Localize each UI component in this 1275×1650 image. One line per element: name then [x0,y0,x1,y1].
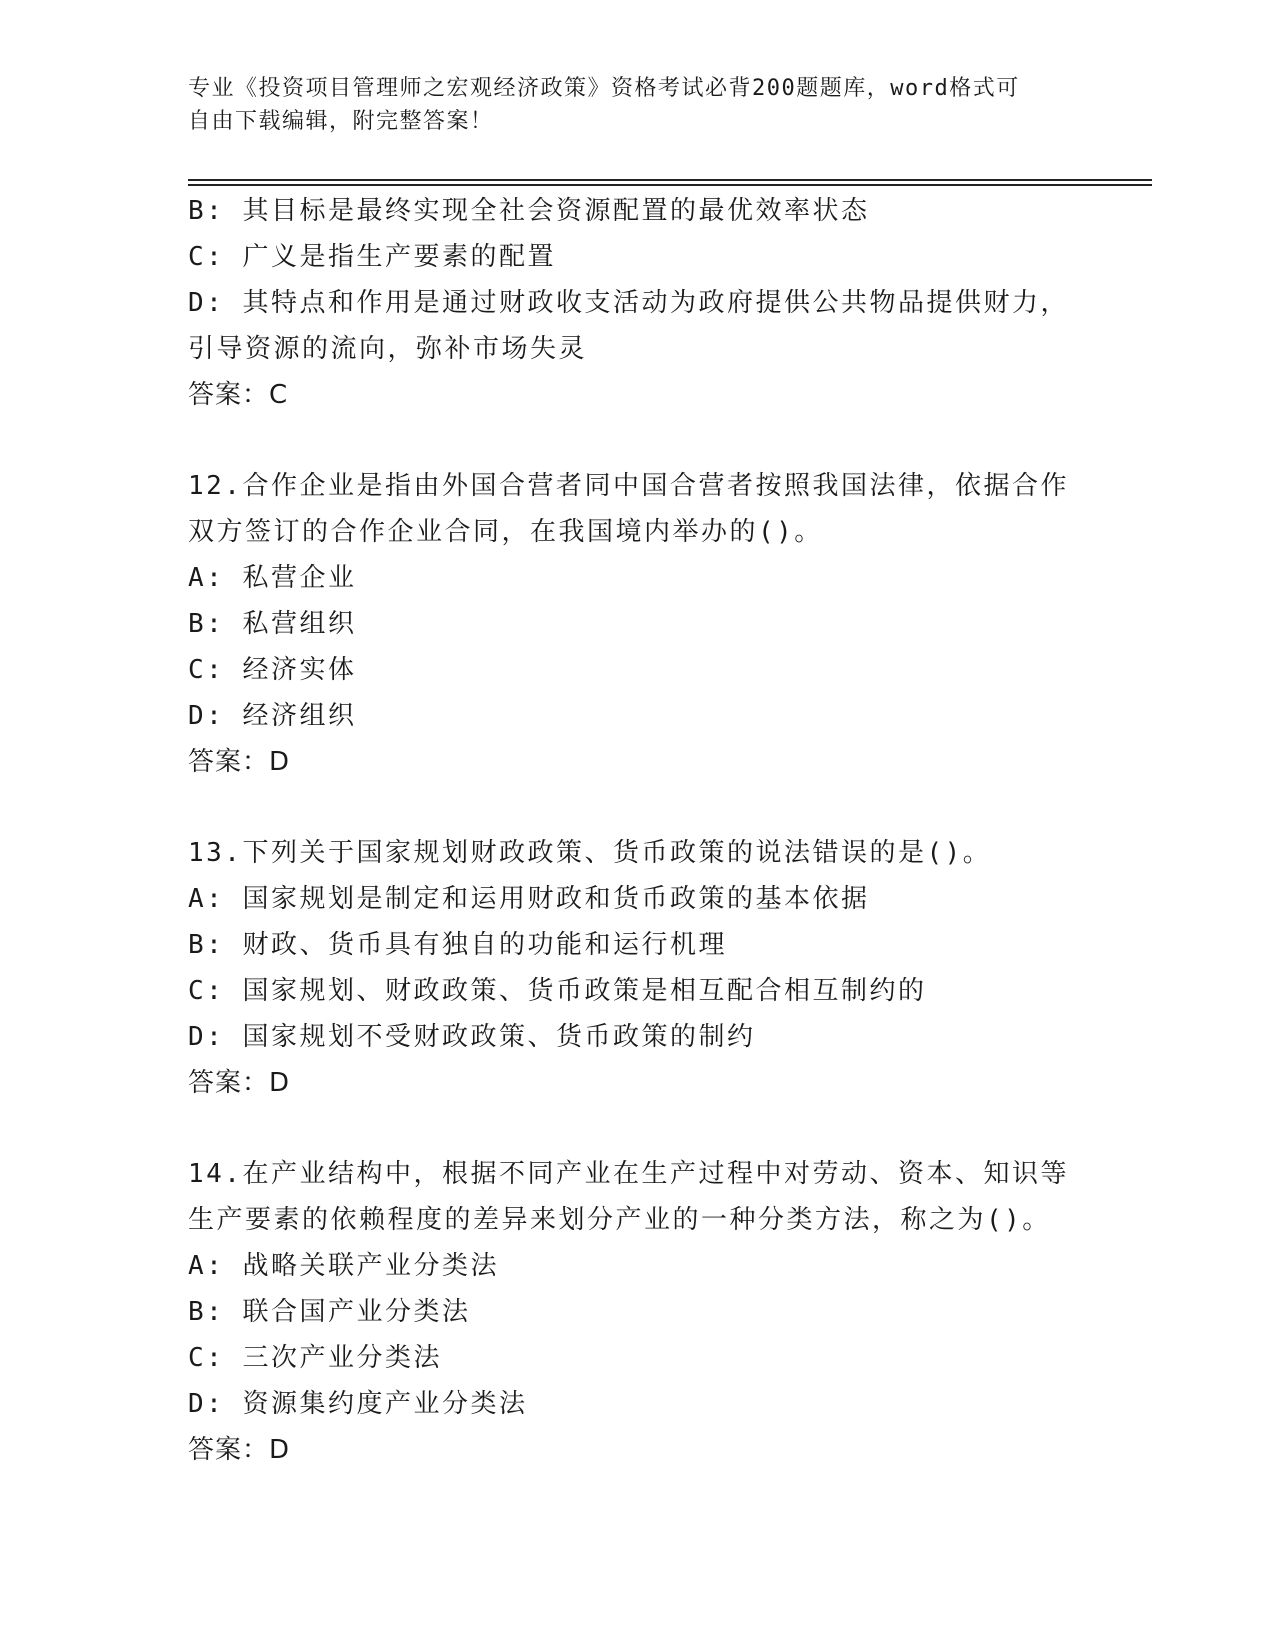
document-header [188,72,1068,138]
option-b: B: 财政、货币具有独自的功能和运行机理 [188,930,727,960]
option-c: C: 三次产业分类法 [188,1343,442,1373]
header-divider-bottom [188,184,1152,186]
spacer [188,785,1128,830]
answer: 答案：C [188,380,289,410]
option-d: D: 资源集约度产业分类法 [188,1389,528,1419]
question-stem: 14.在产业结构中，根据不同产业在生产过程中对劳动、资本、知识等 [188,1159,1069,1189]
option-a: A: 战略关联产业分类法 [188,1251,499,1281]
option-d: D: 国家规划不受财政政策、货币政策的制约 [188,1022,756,1052]
option-c: C: 广义是指生产要素的配置 [188,242,556,272]
answer: 答案：D [188,747,291,777]
option-c: C: 经济实体 [188,655,357,685]
answer: 答案：D [188,1435,291,1465]
question-11-continued [188,188,1128,418]
option-c: C: 国家规划、财政政策、货币政策是相互配合相互制约的 [188,976,927,1006]
option-a: A: 私营企业 [188,563,357,593]
question-stem: 12.合作企业是指由外国合营者同中国合营者按照我国法律，依据合作 [188,471,1069,501]
option-a: A: 国家规划是制定和运用财政和货币政策的基本依据 [188,884,870,914]
option-d: D: 经济组织 [188,701,357,731]
question-stem-continued: 双方签订的合作企业合同，在我国境内举办的()。 [188,517,823,547]
header-line-1: 专业《投资项目管理师之宏观经济政策》资格考试必背200题题库，word格式可 [188,76,1020,101]
question-stem-continued: 生产要素的依赖程度的差异来划分产业的一种分类方法，称之为()。 [188,1205,1051,1235]
header-divider-top [188,179,1152,181]
spacer [188,1106,1128,1151]
question-14 [188,1151,1128,1473]
question-13 [188,830,1128,1106]
header-line-2: 自由下载编辑，附完整答案！ [188,109,494,134]
question-list [188,188,1128,1473]
option-b: B: 联合国产业分类法 [188,1297,471,1327]
question-stem: 13.下列关于国家规划财政政策、货币政策的说法错误的是()。 [188,838,992,868]
option-b: B: 其目标是最终实现全社会资源配置的最优效率状态 [188,196,870,226]
answer: 答案：D [188,1068,291,1098]
question-12 [188,463,1128,785]
option-d-continued: 引导资源的流向，弥补市场失灵 [188,334,588,364]
option-b: B: 私营组织 [188,609,357,639]
spacer [188,418,1128,463]
option-d: D: 其特点和作用是通过财政收支活动为政府提供公共物品提供财力， [188,288,1069,318]
